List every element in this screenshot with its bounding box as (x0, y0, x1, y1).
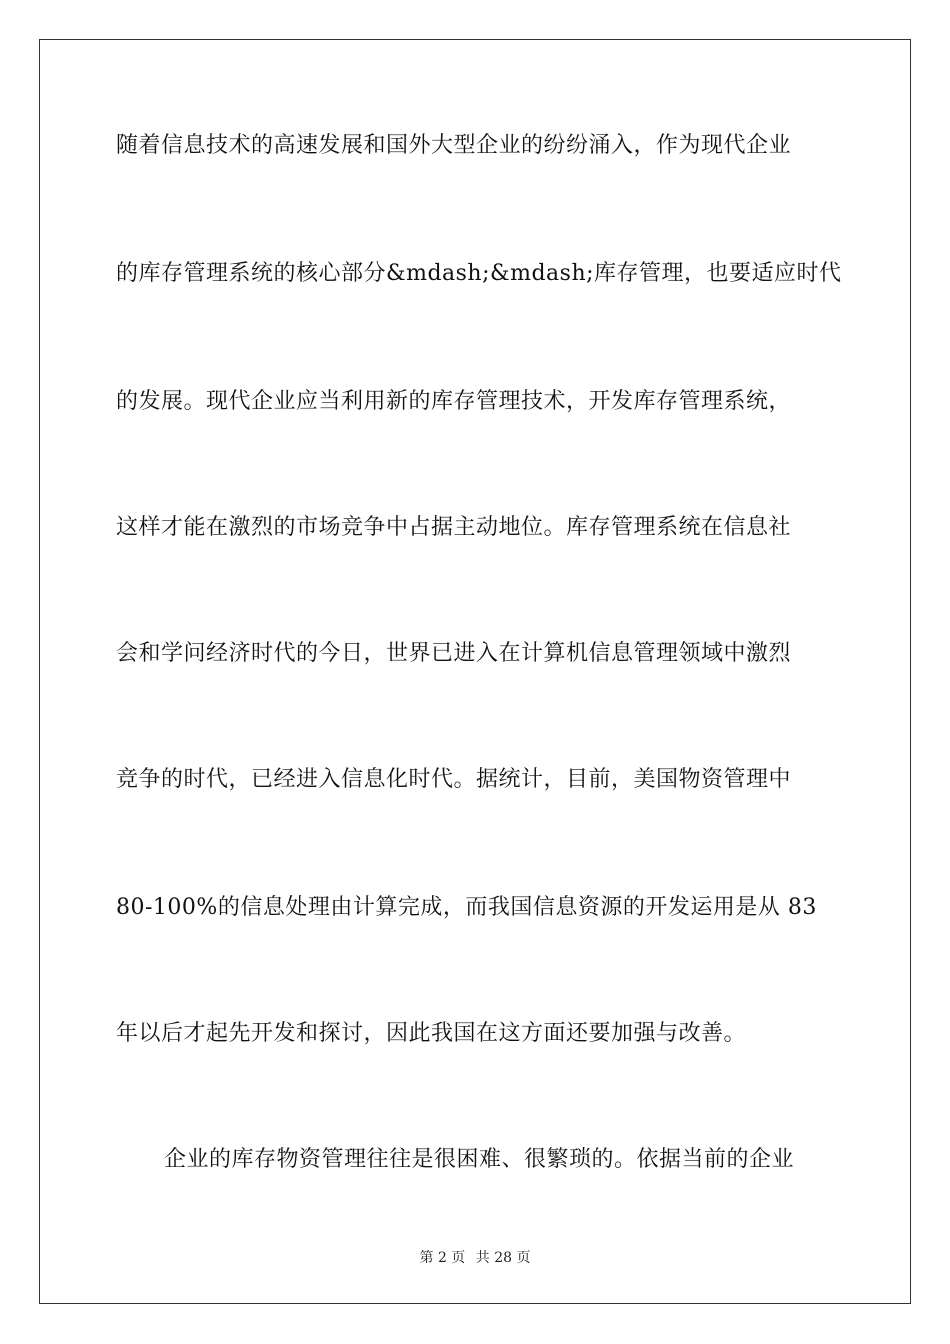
text-line: 随着信息技术的高速发展和国外大型企业的纷纷涌入，作为现代企业 (116, 133, 792, 158)
paragraph-start-line: 企业的库存物资管理往往是很困难、很繁琐的。依据当前的企业 (164, 1147, 795, 1172)
total-pages: 共 28 页 (475, 1250, 531, 1266)
text-line: 年以后才起先开发和探讨，因此我国在这方面还要加强与改善。 (116, 1021, 747, 1046)
text-line: 竞争的时代，已经进入信息化时代。据统计，目前，美国物资管理中 (116, 767, 792, 792)
text-line: 80-100%的信息处理由计算完成，而我国信息资源的开发运用是从 83 (116, 895, 817, 920)
page-footer (0, 1247, 950, 1267)
text-line: 这样才能在激烈的市场竞争中占据主动地位。库存管理系统在信息社 (116, 515, 792, 540)
text-line: 的库存管理系统的核心部分&mdash;&mdash;库存管理，也要适应时代 (116, 261, 842, 286)
text-line: 的发展。现代企业应当利用新的库存管理技术，开发库存管理系统， (116, 389, 792, 414)
text-line: 会和学问经济时代的今日，世界已进入在计算机信息管理领域中激烈 (116, 641, 792, 666)
page-border (39, 39, 911, 1304)
page-number: 第 2 页 (419, 1250, 466, 1266)
